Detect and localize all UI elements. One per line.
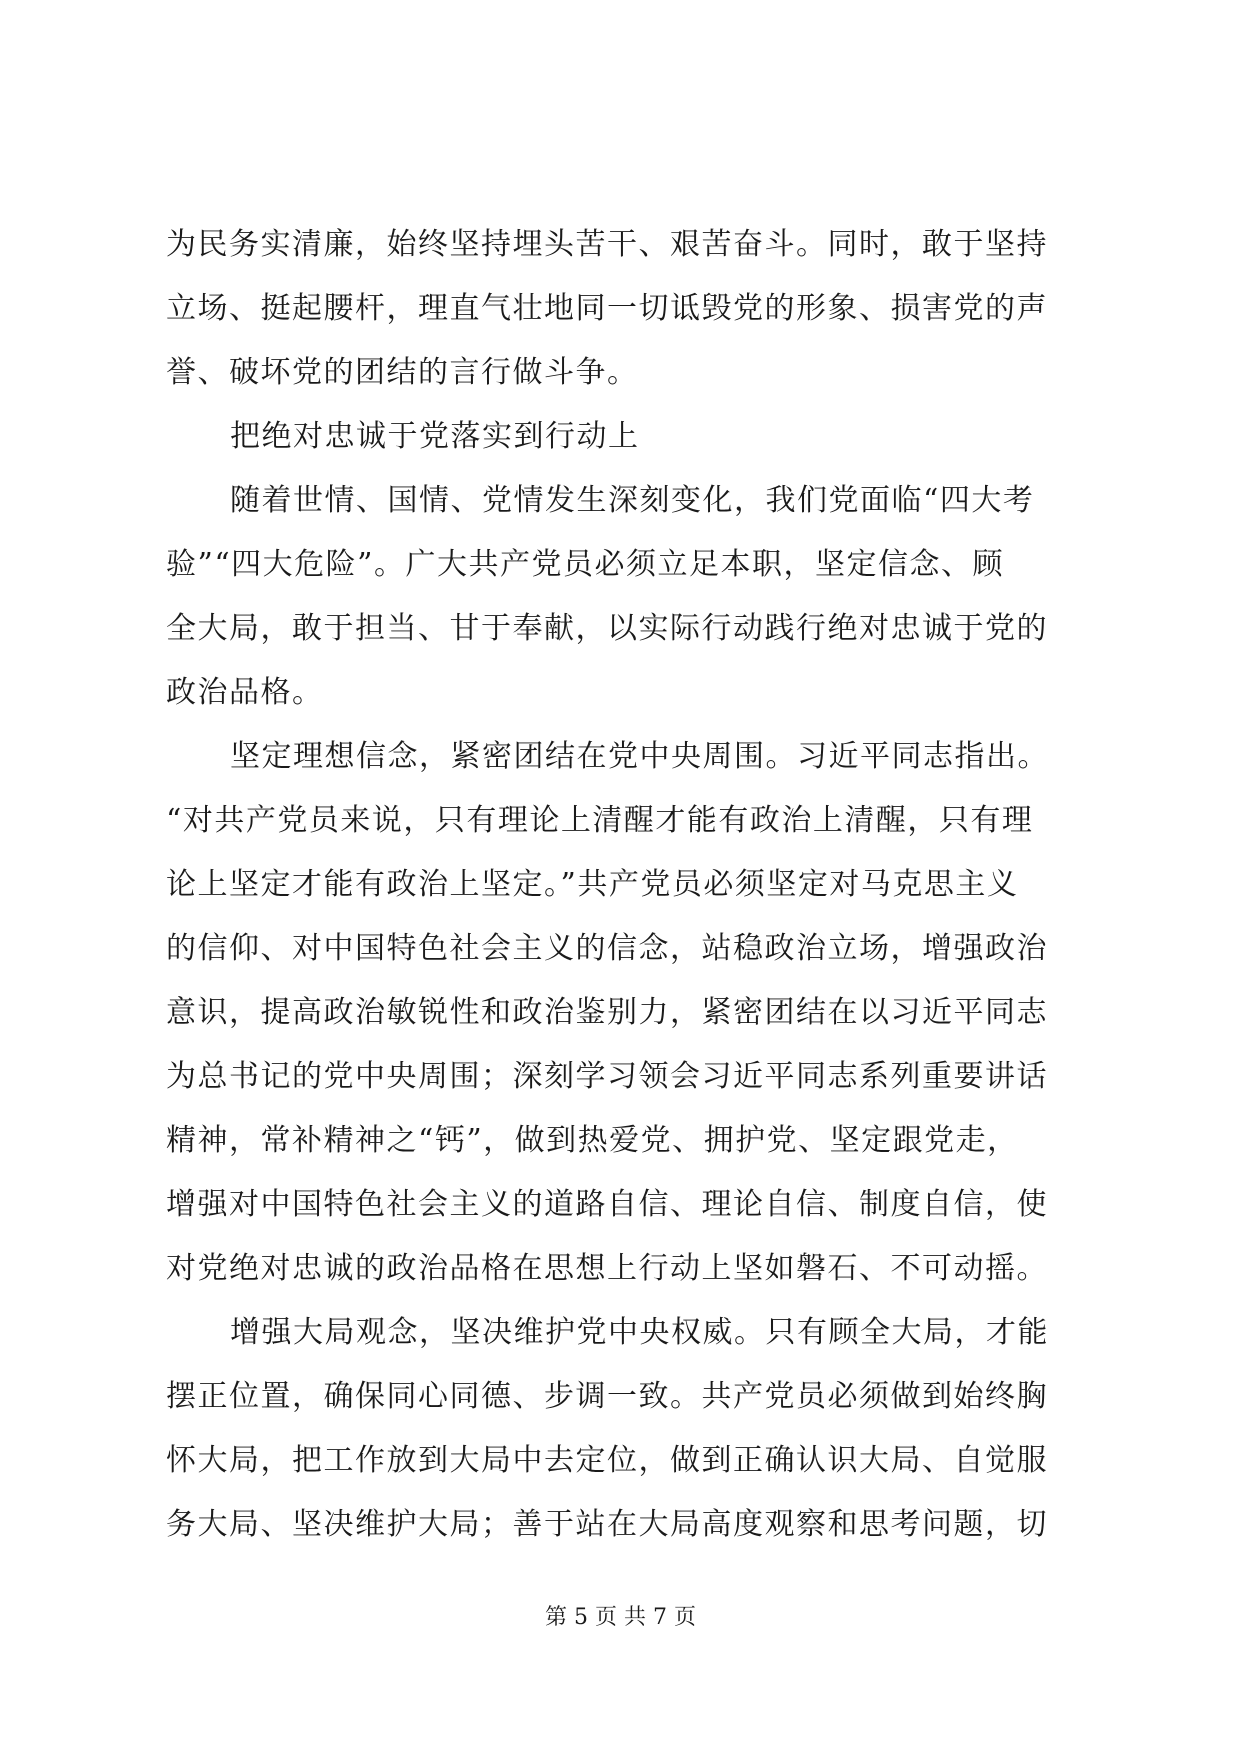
text-line: 怀大局，把工作放到大局中去定位，做到正确认识大局、自觉服 — [166, 1443, 1048, 1478]
text-line: 论上坚定才能有政治上坚定。”共产党员必须坚定对马克思主义 — [166, 867, 1019, 902]
text-line: 全大局，敢于担当、甘于奉献，以实际行动践行绝对忠诚于党的 — [166, 611, 1048, 646]
text-line: 增强对中国特色社会主义的道路自信、理论自信、制度自信，使 — [166, 1187, 1048, 1222]
document-body — [166, 227, 1086, 1574]
text-line: 为总书记的党中央周围；深刻学习领会习近平同志系列重要讲话 — [166, 1059, 1048, 1094]
text-line: 随着世情、国情、党情发生深刻变化，我们党面临“四大考 — [230, 483, 1035, 518]
text-line: 增强大局观念，坚决维护党中央权威。只有顾全大局，才能 — [230, 1315, 1049, 1350]
text-line: 把绝对忠诚于党落实到行动上 — [230, 419, 640, 454]
page-footer: 第 5 页 共 7 页 — [545, 1605, 696, 1630]
text-line: 意识，提高政治敏锐性和政治鉴别力，紧密团结在以习近平同志 — [166, 995, 1048, 1030]
text-line: 为民务实清廉，始终坚持埋头苦干、艰苦奋斗。同时，敢于坚持 — [166, 227, 1048, 262]
text-line: 的信仰、对中国特色社会主义的信念，站稳政治立场，增强政治 — [166, 931, 1048, 966]
text-line: “对共产党员来说，只有理论上清醒才能有政治上清醒，只有理 — [166, 803, 1034, 838]
text-line: 务大局、坚决维护大局；善于站在大局高度观察和思考问题，切 — [166, 1507, 1048, 1542]
text-line: 誉、破坏党的团结的言行做斗争。 — [166, 355, 639, 390]
text-line: 摆正位置，确保同心同德、步调一致。共产党员必须做到始终胸 — [166, 1379, 1048, 1414]
text-line: 坚定理想信念，紧密团结在党中央周围。习近平同志指出。 — [230, 739, 1049, 774]
text-line: 政治品格。 — [166, 675, 324, 710]
text-line: 对党绝对忠诚的政治品格在思想上行动上坚如磐石、不可动摇。 — [166, 1251, 1048, 1286]
text-line: 验”“四大危险”。广大共产党员必须立足本职，坚定信念、顾 — [166, 547, 1005, 582]
text-line: 精神，常补精神之“钙”，做到热爱党、拥护党、坚定跟党走， — [166, 1123, 1019, 1158]
text-line: 立场、挺起腰杆，理直气壮地同一切诋毁党的形象、损害党的声 — [166, 291, 1048, 326]
